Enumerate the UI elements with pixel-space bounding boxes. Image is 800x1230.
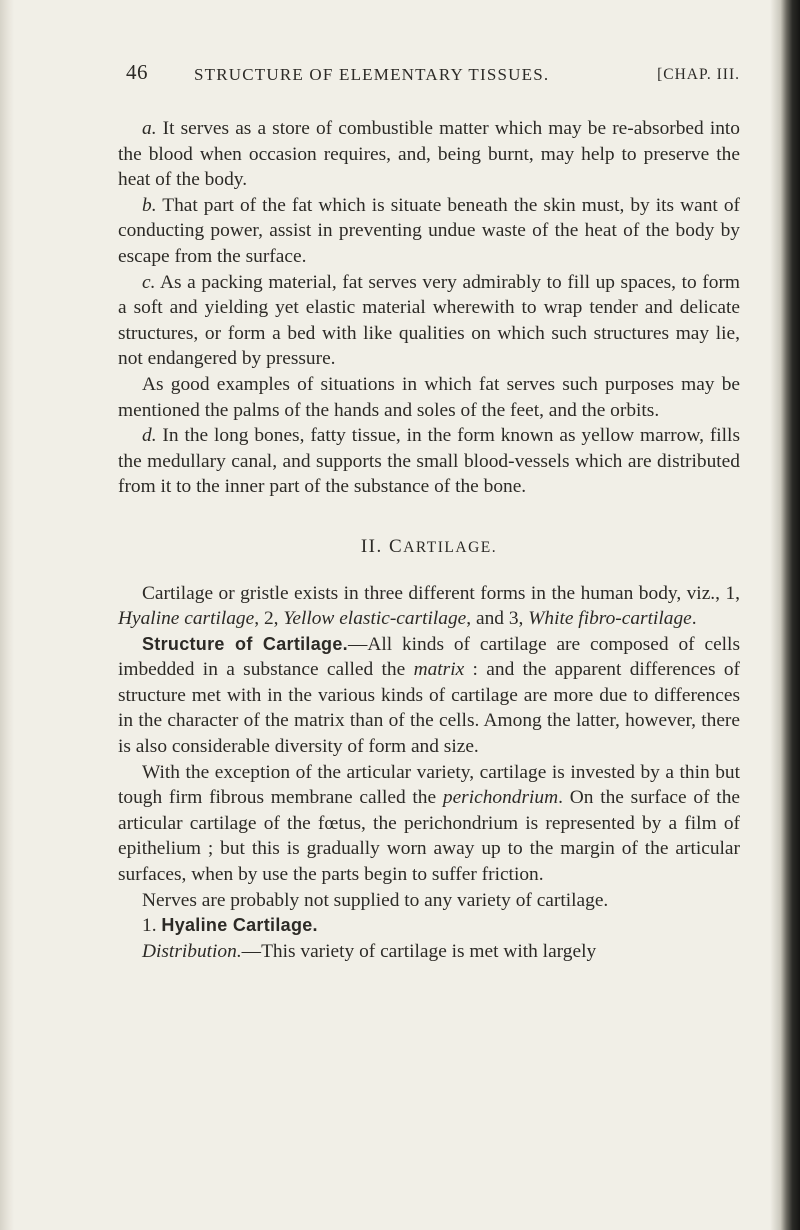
paragraph-forms: [118, 581, 740, 632]
item-letter-c: c.: [142, 271, 156, 293]
paragraph-a-text: It serves as a store of combustible matter which may be re-absorbed into the blood when occasion requires, and, being burnt, may help to preserve the heat of the body.: [118, 118, 740, 191]
term-matrix: matrix: [413, 659, 465, 681]
paragraph-d: [118, 423, 740, 500]
structure-text-b: : and the apparent differences of structure met with in the various kinds of cartilage are more due to differences in the character of the matrix than of the cells. Among the latter, however, there is also considerable diversity of form and size.: [118, 659, 740, 758]
section-numeral: II.: [360, 535, 390, 557]
paragraph-structure: [118, 632, 740, 760]
paragraph-b: [118, 193, 740, 270]
paragraph-distribution: [118, 939, 740, 965]
page-edge-left: [0, 0, 14, 1230]
paragraph-a: [118, 116, 740, 193]
forms-sep-1: , 2,: [254, 608, 284, 630]
structure-text-a: —All kinds of cartilage are composed of cells imbedded in a substance called the: [118, 633, 740, 681]
page-number: 46: [126, 60, 148, 84]
body-text: [118, 116, 740, 964]
item-letter-b: b.: [142, 194, 157, 216]
running-head: [118, 50, 740, 84]
forms-sep-2: , and 3,: [466, 608, 529, 630]
chapter-marker: [CHAP. III.: [657, 66, 740, 83]
section-title-rest: ARTILAGE.: [403, 538, 498, 556]
structure-heading: Structure of Cartilage.: [142, 633, 348, 654]
forms-end: .: [691, 608, 697, 630]
subheading-hyaline: [118, 913, 740, 939]
form-hyaline: Hyaline cartilage: [118, 608, 255, 630]
paragraph-c-text: As a packing material, fat serves very admirably to fill up spaces, to form a soft and yielding yet elastic material wherewith to wrap tender and delicate structures, or form a bed with like qualities on which such structures may lie, not endangered by pressure.: [118, 271, 740, 370]
forms-intro: Cartilage or gristle exists in three different forms in the human body, viz., 1,: [142, 582, 740, 604]
section-heading: [118, 534, 740, 561]
running-head-title: STRUCTURE OF ELEMENTARY TISSUES.: [194, 65, 550, 84]
perichondrium-text-b: . On the surface of the articular cartilage of the fœtus, the perichondrium is represented by a film of epithelium ; but this is gradually worn away up to the margin of the articular surfaces, when by use the parts begin to suffer friction.: [118, 787, 740, 886]
form-yellow-elastic: Yellow elastic-cartilage: [283, 608, 467, 630]
paragraph-nerves: Nerves are probably not supplied to any variety of cartilage.: [142, 889, 609, 911]
book-page: [118, 50, 740, 964]
hyaline-number: 1.: [142, 915, 162, 937]
perichondrium-text-a: With the exception of the articular variety, cartilage is invested by a thin but tough firm fibrous membrane called the: [118, 761, 740, 809]
paragraph-perichondrium: [118, 760, 740, 888]
distribution-label: Distribution.: [142, 940, 242, 962]
book-gutter-shadow: [770, 0, 800, 1230]
paragraph-b-text: That part of the fat which is situate beneath the skin must, by its want of conducting power, assist in preventing undue waste of the heat of the body by escape from the surface.: [118, 194, 740, 267]
section-initial: C: [389, 535, 404, 557]
paragraph-c: [118, 270, 740, 372]
term-perichondrium: perichondrium: [442, 787, 559, 809]
paragraph-d-text: In the long bones, fatty tissue, in the form known as yellow marrow, fills the medullary canal, and supports the small blood-vessels which are distributed from it to the inner part of the substance of the bone.: [118, 425, 740, 498]
item-letter-d: d.: [142, 425, 157, 447]
distribution-text: —This variety of cartilage is met with largely: [241, 940, 597, 962]
paragraph-examples: As good examples of situations in which fat serves such purposes may be mentioned the palms of the hands and soles of the feet, and the orbits.: [118, 373, 740, 421]
item-letter-a: a.: [142, 118, 157, 139]
form-white-fibro: White fibro-cartilage: [528, 608, 692, 630]
hyaline-heading: Hyaline Cartilage.: [161, 915, 318, 936]
